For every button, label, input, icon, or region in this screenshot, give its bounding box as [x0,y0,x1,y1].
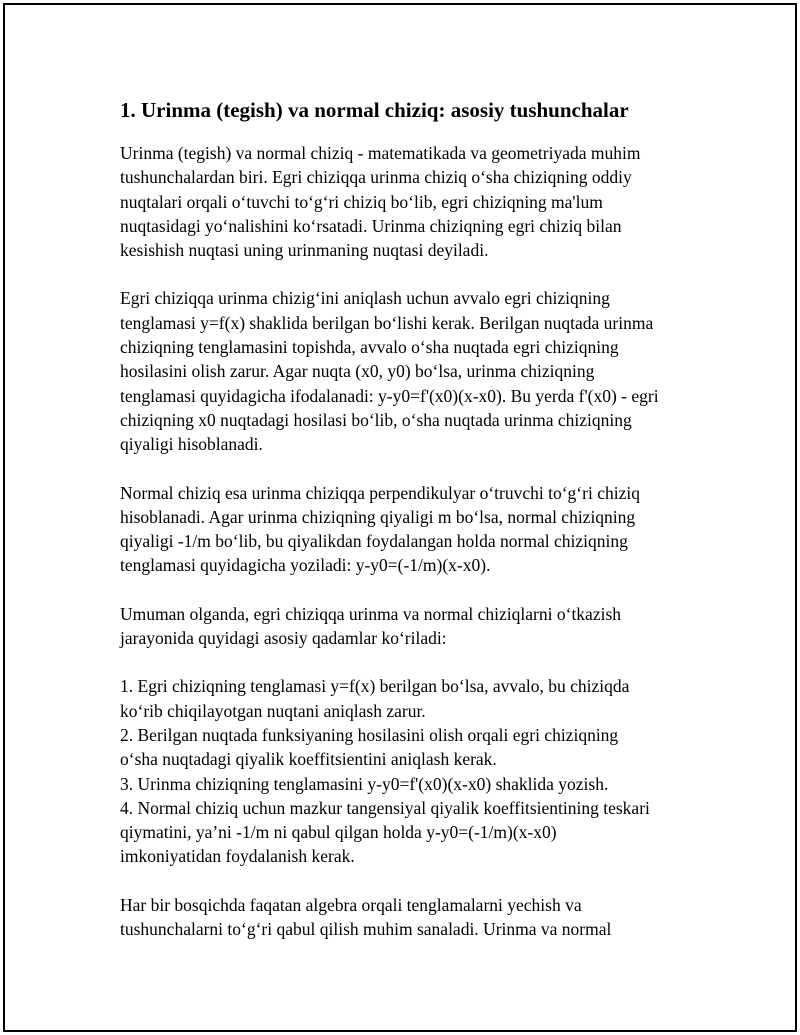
paragraph [120,893,720,942]
text-line: qiyaligi -1/m bo‘lib, bu qiyalikdan foydalangan holda normal chiziqning [120,531,628,552]
text-line: imkoniyatidan foydalanish kerak. [120,846,355,867]
text-line: chiziqning tenglamasini topishda, avvalo o‘sha nuqtada egri chiziqning [120,337,619,358]
paragraph [120,602,720,651]
text-line: 4. Normal chiziq uchun mazkur tangensiyal qiyalik koeffitsientining teskari [120,797,650,818]
text-line: Normal chiziq esa urinma chiziqqa perpendikulyar o‘truvchi to‘g‘ri chiziq [120,482,640,503]
text-line: Urinma (tegish) va normal chiziq - matematikada va geometriyada muhim [120,143,641,163]
paragraph [120,481,720,578]
text-line: 1. Egri chiziqning tenglamasi y=f(x) berilgan bo‘lsa, avvalo, bu chiziqda [120,676,630,697]
section-heading: 1. Urinma (tegish) va normal chiziq: asosiy tushunchalar [120,98,629,122]
paragraph [120,141,720,262]
numbered-steps [120,674,720,868]
text-line: tushunchalardan biri. Egri chiziqqa urinma chiziq o‘sha chiziqning oddiy [120,167,632,188]
paragraph [120,286,720,456]
text-line: chiziqning x0 nuqtadagi hosilasi bo‘lib, o‘sha nuqtada urinma chiziqning [120,409,632,430]
text-line: qiymatini, ya’ni -1/m ni qabul qilgan holda y-y0=(-1/m)(x-x0) [120,822,557,843]
text-line: nuqtasidagi yo‘nalishini ko‘rsatadi. Urinma chiziqning egri chiziq bilan [120,215,622,236]
text-line: hosilasini olish zarur. Agar nuqta (x0, y0) bo‘lsa, urinma chiziqning [120,361,595,382]
text-line: Umuman olganda, egri chiziqqa urinma va normal chiziqlarni o‘tkazish [120,603,622,624]
text-line: hisoblanadi. Agar urinma chiziqning qiyaligi m bo‘lsa, normal chiziqning [120,506,636,527]
text-line: ko‘rib chiqilayotgan nuqtani aniqlash zarur. [120,700,426,721]
text-line: kesishish nuqtasi uning urinmaning nuqtasi deyiladi. [120,240,489,261]
text-line: Egri chiziqqa urinma chizig‘ini aniqlash uchun avvalo egri chiziqning [120,288,610,309]
text-line: tenglamasi y=f(x) shaklida berilgan bo‘lishi kerak. Berilgan nuqtada urinma [120,312,654,333]
text-line: tushunchalarni to‘g‘ri qabul qilish muhim sanaladi. Urinma va normal [120,919,612,940]
document-content [120,97,720,965]
text-line: 2. Berilgan nuqtada funksiyaning hosilasini olish orqali egri chiziqning [120,724,619,745]
text-line: Har bir bosqichda faqatan algebra orqali tenglamalarni yechish va [120,894,582,915]
text-line: nuqtalari orqali o‘tuvchi to‘g‘ri chiziq bo‘lib, egri chiziqning ma'lum [120,191,603,212]
text-line: o‘sha nuqtadagi qiyalik koeffitsientini aniqlash kerak. [120,749,497,770]
text-line: qiyaligi hisoblanadi. [120,434,263,455]
text-line: tenglamasi quyidagicha yoziladi: y-y0=(-1/m)(x-x0). [120,555,491,576]
text-line: jarayonida quyidagi asosiy qadamlar ko‘riladi: [120,628,447,649]
text-line: tenglamasi quyidagicha ifodalanadi: y-y0=f'(x0)(x-x0). Bu yerda f'(x0) - egri [120,385,659,406]
text-line: 3. Urinma chiziqning tenglamasini y-y0=f'(x0)(x-x0) shaklida yozish. [120,773,609,794]
document-page [3,3,797,1032]
